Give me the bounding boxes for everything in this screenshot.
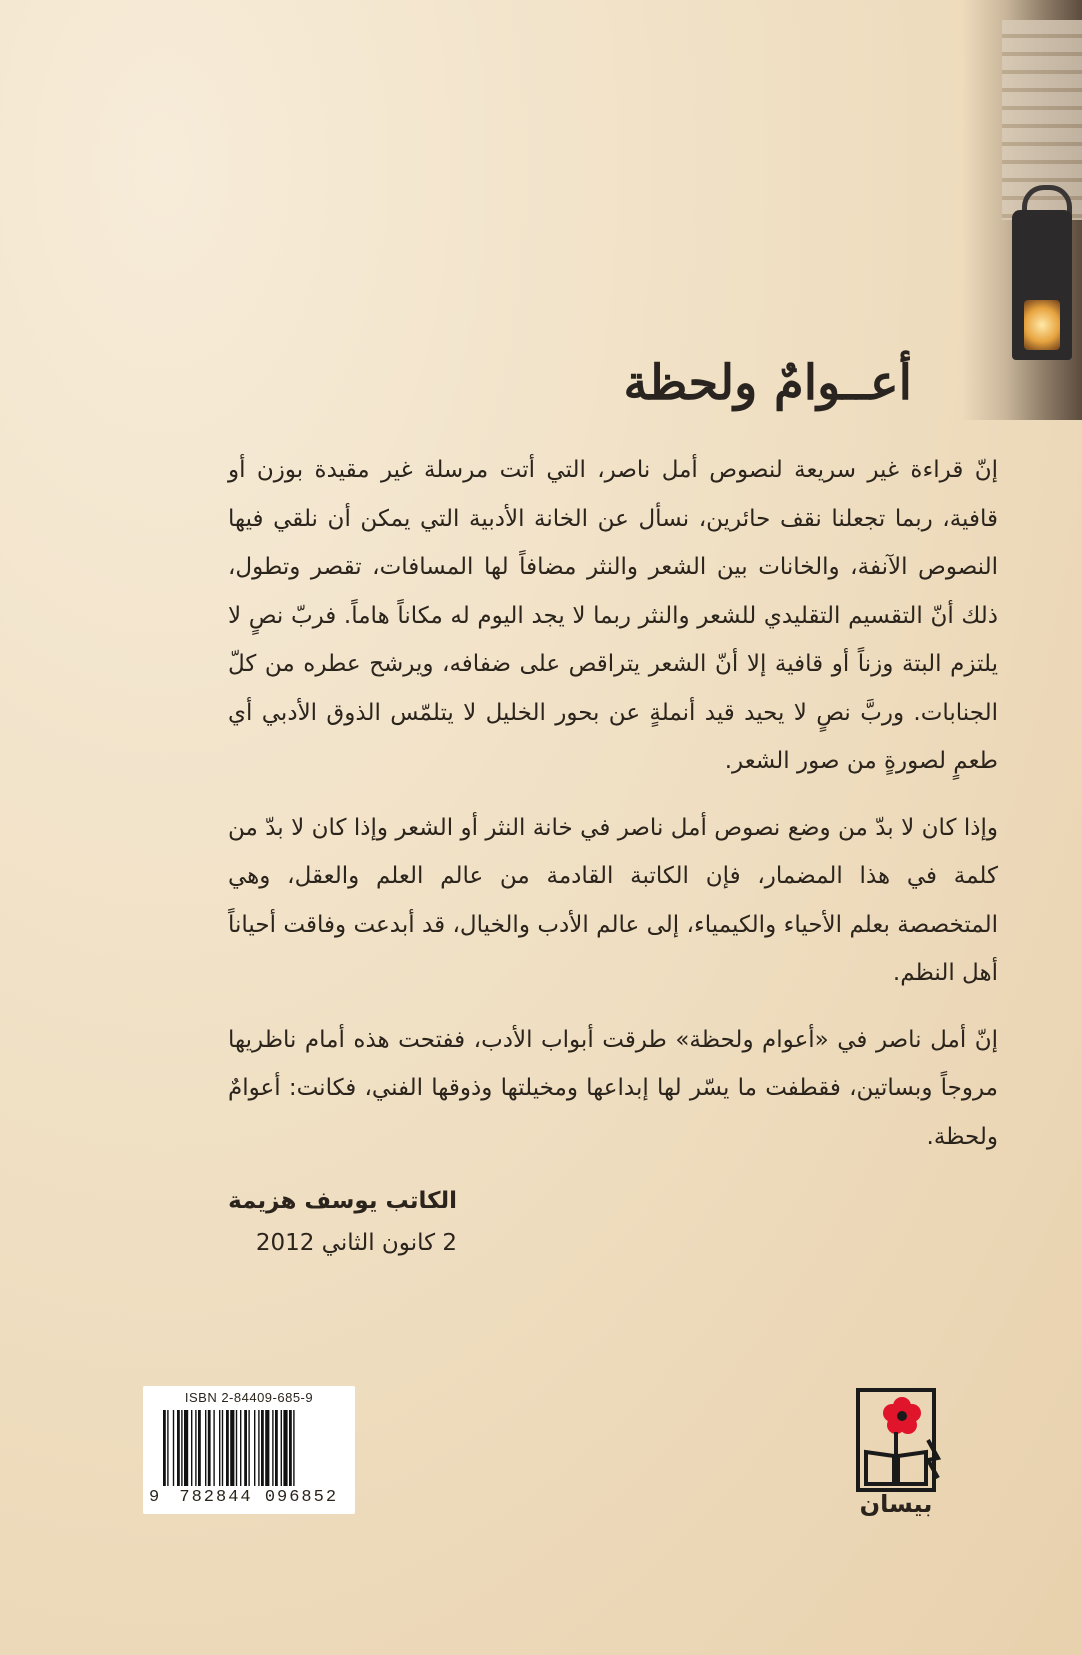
barcode-bars (163, 1410, 341, 1486)
isbn-label: ISBN 2-84409-685-9 (184, 1390, 314, 1405)
signature-date: 2 كانون الثاني 2012 (255, 1230, 457, 1256)
barcode-bar (184, 1410, 188, 1486)
barcode-bar (177, 1410, 180, 1486)
blurb-paragraph-2: وإذا كان لا بدّ من وضع نصوص أمل ناصر في خانة النثر أو الشعر وإذا كان لا بدّ من كلمة في هذا المضمار، فإن الكاتبة القادمة من عالم العلم والعقل، وهي المتخصصة بعلم الأحياء والكيمياء، إلى عالم الأدب والخيال، قد أبدعت وفاقت أحياناً أهل النظم. (228, 814, 998, 986)
barcode-bar (230, 1410, 234, 1486)
barcode-bar (265, 1410, 269, 1486)
barcode-bar (181, 1410, 182, 1486)
barcode-bar (191, 1410, 192, 1486)
blurb-paragraph-3: إنّ أمل ناصر في «أعوام ولحظة» طرقت أبواب الأدب، ففتحت هذه أمام ناظريها مروجاً وبساتين، فقطفت ما يسّر لها إبداعها ومخيلتها وذوقها الفني، فكانت: أعوامٌ ولحظة. (228, 1026, 998, 1150)
barcode-lead-digit: 9 (149, 1488, 162, 1507)
barcode-bar (208, 1410, 211, 1486)
barcode-bar (293, 1410, 294, 1486)
barcode-bar (205, 1410, 206, 1486)
barcode-bar (167, 1410, 168, 1486)
barcode-bar (213, 1410, 214, 1486)
barcode-bar (236, 1410, 237, 1486)
barcode-bar (283, 1410, 287, 1486)
barcode-bar (289, 1410, 292, 1486)
barcode-bar (281, 1410, 282, 1486)
barcode-bar (173, 1410, 174, 1486)
barcode-bar (240, 1410, 241, 1486)
back-cover-blurb (228, 446, 998, 1179)
barcode-bar (275, 1410, 278, 1486)
lantern-light (1024, 300, 1060, 350)
barcode-digits (149, 1488, 349, 1507)
barcode-bar (195, 1410, 196, 1486)
barcode-bar (226, 1410, 229, 1486)
barcode-bar (248, 1410, 249, 1486)
barcode-bar (272, 1410, 273, 1486)
barcode-bar (261, 1410, 264, 1486)
barcode-bar (163, 1410, 166, 1486)
barcode-bar (258, 1410, 259, 1486)
barcode-bar (222, 1410, 223, 1486)
barcode (143, 1386, 355, 1514)
book-title: أعــوامٌ ولحظة (623, 355, 912, 411)
publisher-name: بيسان (859, 1490, 933, 1518)
barcode-number: 782844 096852 (179, 1488, 339, 1507)
barcode-bar (219, 1410, 220, 1486)
signature-author: الكاتب يوسف هزيمة (228, 1188, 457, 1214)
barcode-bar (198, 1410, 201, 1486)
blurb-paragraph-1: إنّ قراءة غير سريعة لنصوص أمل ناصر، التي أتت مرسلة غير مقيدة بوزن أو قافية، ربما تجعلنا نقف حائرين، نسأل عن الخانة الأدبية التي يمكن أن نلقي فيها النصوص الآنفة، والخانات بين الشعر والنثر مضافاً لها المسافات، تقصر وتطول، ذلك أنّ التقسيم التقليدي للشعر والنثر ربما لا يجد اليوم له مكاناً هاماً. فربّ نصٍ لا يلتزم البتة وزناً أو قافية إلا أنّ الشعر يتراقص على ضفافه، ويرشح عطره من كلّ الجنابات. وربَّ نصٍ لا يحيد قيد أنملةٍ عن بحور الخليل لا يتلمّس الذوق الأدبي أي طعمٍ لصورةٍ من صور الشعر. (228, 457, 998, 774)
signature-block (228, 1180, 457, 1264)
barcode-bar (244, 1410, 247, 1486)
barcode-bar (254, 1410, 255, 1486)
cover-photo-lantern (962, 0, 1082, 420)
